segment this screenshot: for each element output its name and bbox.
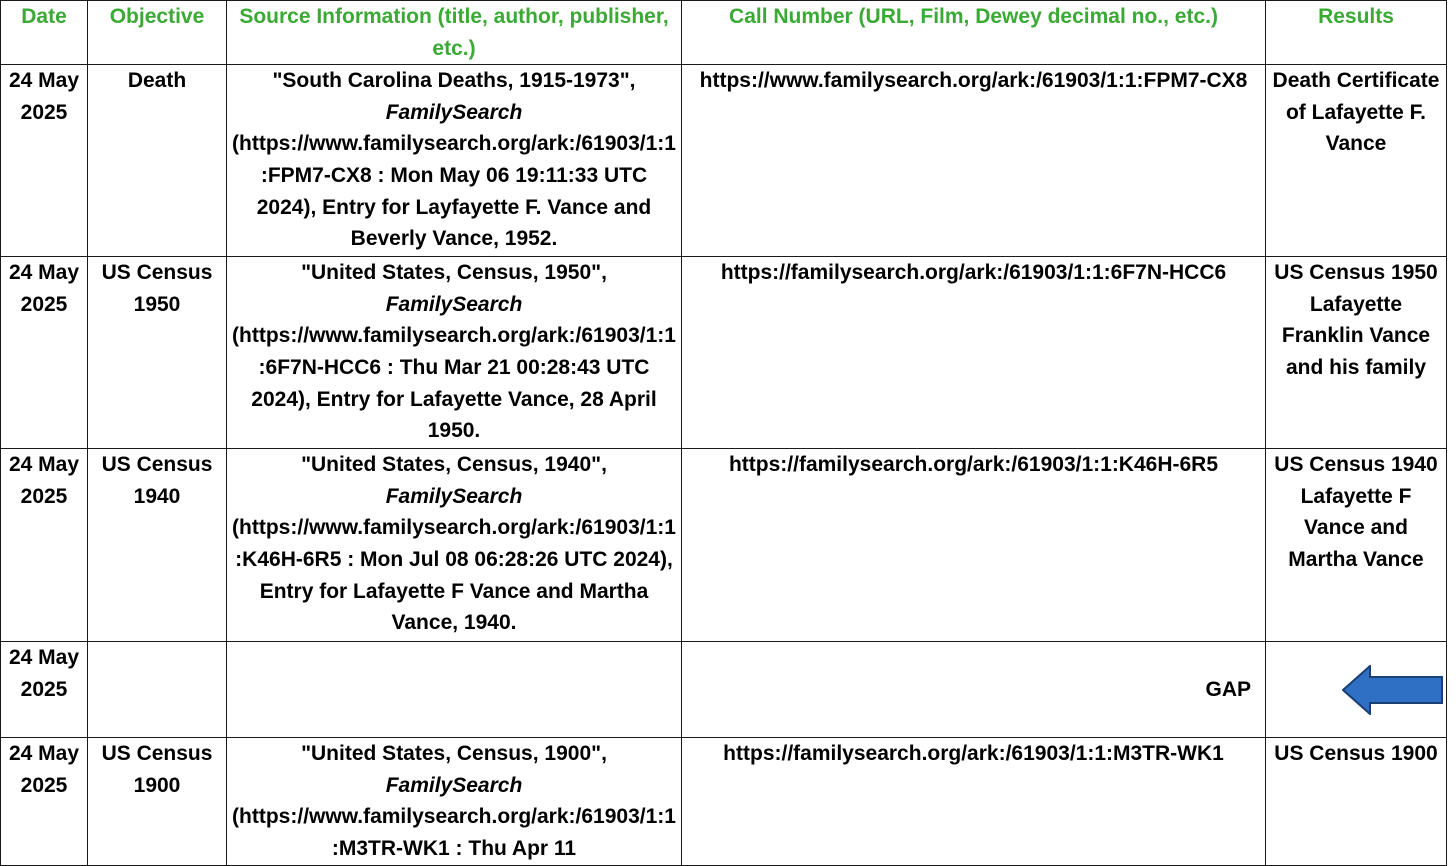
table-row	[1, 257, 1447, 449]
source-cell	[227, 449, 682, 642]
source-cell	[227, 642, 682, 738]
call-number-cell: https://www.familysearch.org/ark:/61903/1:1:FPM7-CX8	[682, 65, 1266, 257]
objective-cell: US Census 1950	[88, 257, 227, 449]
source-publisher: FamilySearch	[385, 292, 523, 316]
source-title: "South Carolina Deaths, 1915-1973",	[272, 69, 636, 93]
header-objective: Objective	[88, 1, 227, 65]
header-results: Results	[1266, 1, 1447, 65]
date-cell: 24 May 2025	[1, 257, 88, 449]
objective-cell: Death	[88, 65, 227, 257]
header-source-information: Source Information (title, author, publisher, etc.)	[227, 1, 682, 65]
header-date: Date	[1, 1, 88, 65]
results-cell: US Census 1950 Lafayette Franklin Vance and his family	[1266, 257, 1447, 449]
results-cell: Death Certificate of Lafayette F. Vance	[1266, 65, 1447, 257]
header-call-number: Call Number (URL, Film, Dewey decimal no., etc.)	[682, 1, 1266, 65]
call-number-cell: https://familysearch.org/ark:/61903/1:1:M3TR-WK1	[682, 738, 1266, 866]
source-cell	[227, 738, 682, 866]
objective-cell: US Census 1940	[88, 449, 227, 642]
gap-label: GAP	[682, 642, 1266, 738]
source-title: "United States, Census, 1950",	[301, 261, 607, 285]
results-cell: US Census 1940 Lafayette F Vance and Martha Vance	[1266, 449, 1447, 642]
table-row	[1, 449, 1447, 642]
source-publisher: FamilySearch	[385, 100, 523, 124]
source-citation: (https://www.familysearch.org/ark:/61903/1:1:6F7N-HCC6 : Thu Mar 21 00:28:43 UTC 2024), Entry for Lafayette Vance, 28 April 1950.	[232, 324, 676, 443]
gap-row	[1, 642, 1447, 738]
source-title: "United States, Census, 1900",	[301, 742, 607, 766]
table-row	[1, 738, 1447, 866]
source-publisher: FamilySearch	[385, 484, 523, 508]
source-citation: (https://www.familysearch.org/ark:/61903/1:1:K46H-6R5 : Mon Jul 08 06:28:26 UTC 2024), Entry for Lafayette F Vance and Martha Vance, 1940.	[232, 516, 676, 635]
date-cell: 24 May 2025	[1, 738, 88, 866]
header-row	[1, 1, 1447, 65]
results-cell	[1266, 642, 1447, 738]
results-cell: US Census 1900	[1266, 738, 1447, 866]
date-cell: 24 May 2025	[1, 449, 88, 642]
source-citation: (https://www.familysearch.org/ark:/61903/1:1:M3TR-WK1 : Thu Apr 11	[232, 805, 676, 860]
date-cell: 24 May 2025	[1, 642, 88, 738]
source-title: "United States, Census, 1940",	[301, 453, 607, 477]
date-cell: 24 May 2025	[1, 65, 88, 257]
objective-cell: US Census 1900	[88, 738, 227, 866]
source-citation: (https://www.familysearch.org/ark:/61903/1:1:FPM7-CX8 : Mon May 06 19:11:33 UTC 2024), Entry for Layfayette F. Vance and Beverly Vance, 1952.	[232, 132, 676, 251]
table-row	[1, 65, 1447, 257]
left-arrow-icon	[1342, 665, 1444, 715]
source-publisher: FamilySearch	[385, 773, 523, 797]
source-cell	[227, 65, 682, 257]
call-number-cell: https://familysearch.org/ark:/61903/1:1:6F7N-HCC6	[682, 257, 1266, 449]
call-number-cell: https://familysearch.org/ark:/61903/1:1:K46H-6R5	[682, 449, 1266, 642]
objective-cell	[88, 642, 227, 738]
source-cell	[227, 257, 682, 449]
